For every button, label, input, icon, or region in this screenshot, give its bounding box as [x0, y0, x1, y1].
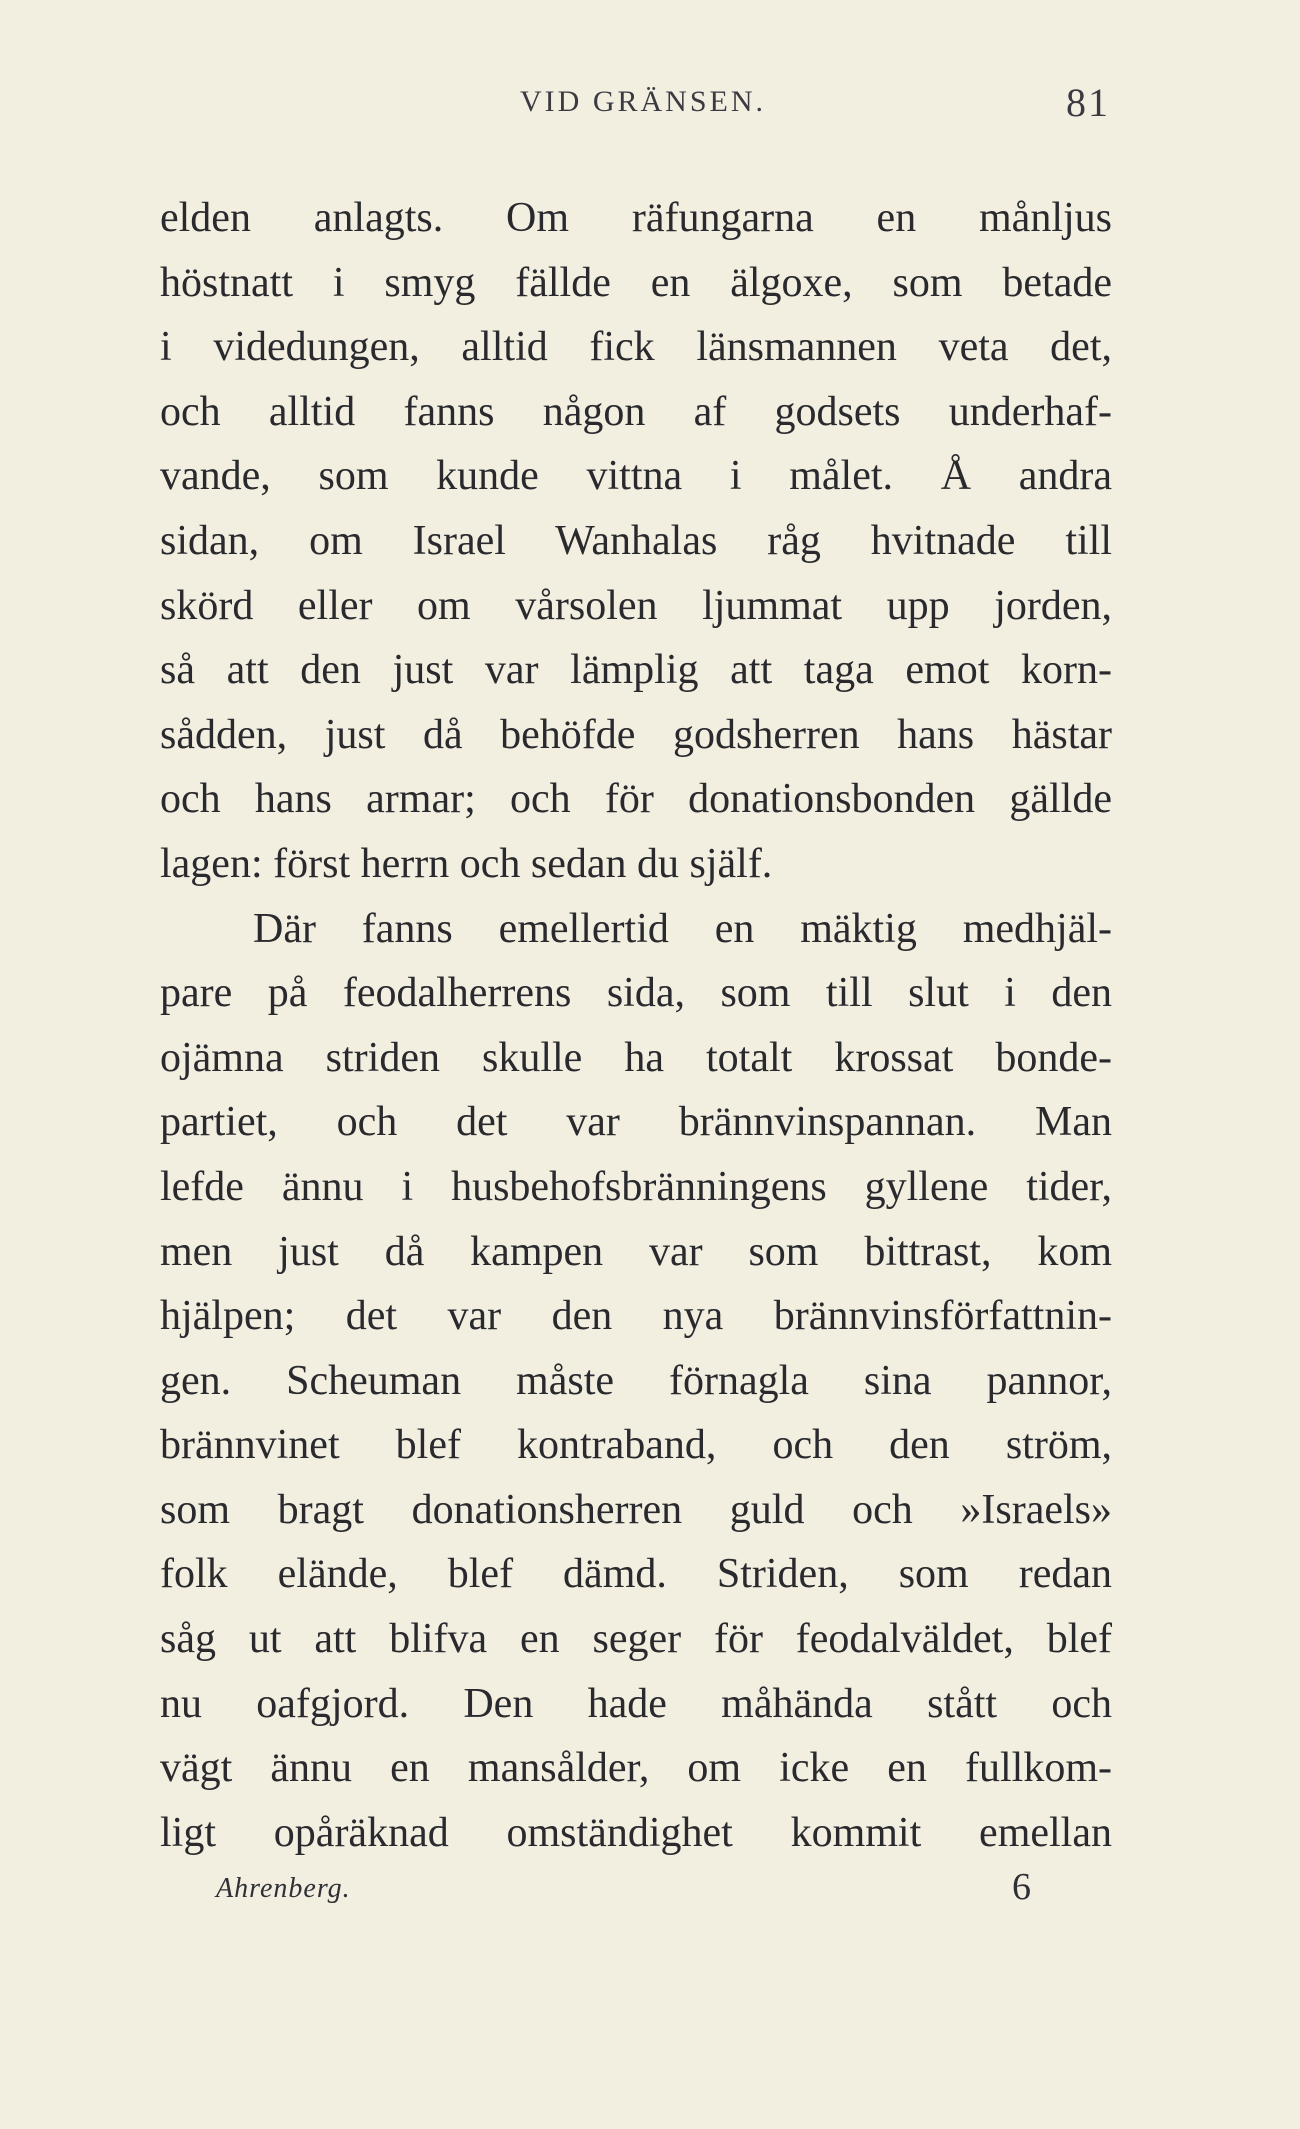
text-line: lefde ännu i husbehofsbränningens gyllene tider,	[160, 1163, 1112, 1210]
text-line: brännvinet blef kontraband, och den ström,	[160, 1422, 1112, 1469]
text-line: partiet, och det var brännvinspannan. Man	[160, 1099, 1112, 1146]
text-line: folk elände, blef dämd. Striden, som redan	[160, 1551, 1112, 1598]
text-line: sådden, just då behöfde godsherren hans hästar	[160, 711, 1112, 758]
text-line: ojämna striden skulle ha totalt krossat bonde-	[160, 1034, 1112, 1081]
text-line: pare på feodalherrens sida, som till slut i den	[160, 970, 1112, 1017]
text-line: vande, som kunde vittna i målet. Å andra	[160, 453, 1112, 500]
text-line: gen. Scheuman måste förnagla sina pannor,	[160, 1357, 1112, 1404]
running-head	[0, 80, 1300, 145]
text-line: ligt opåräknad omständighet kommit emellan	[160, 1809, 1112, 1856]
text-line: som bragt donationsherren guld och »Israels»	[160, 1486, 1112, 1533]
signature-mark: 6	[1012, 1866, 1031, 1908]
text-line: i videdungen, alltid fick länsmannen veta det,	[160, 324, 1112, 371]
text-line: och alltid fanns någon af godsets underhaf-	[160, 388, 1112, 435]
paragraph-start-line: Där fanns emellertid en mäktig medhjäl-	[253, 905, 1112, 952]
text-line: sidan, om Israel Wanhalas råg hvitnade till	[160, 517, 1112, 564]
running-title: VID GRÄNSEN.	[520, 85, 766, 118]
text-line: skörd eller om vårsolen ljummat upp jorden,	[160, 582, 1112, 629]
text-line: såg ut att blifva en seger för feodalväldet, blef	[160, 1616, 1112, 1663]
text-line: hjälpen; det var den nya brännvinsförfattnin-	[160, 1293, 1112, 1340]
text-line: elden anlagts. Om räfungarna en månljus	[160, 195, 1112, 241]
text-line: och hans armar; och för donationsbonden gällde	[160, 776, 1112, 823]
text-line: höstnatt i smyg fällde en älgoxe, som betade	[160, 259, 1112, 306]
body-text	[160, 186, 1112, 1865]
text-line: nu oafgjord. Den hade måhända stått och	[160, 1680, 1112, 1727]
printer-signature: Ahrenberg.	[216, 1873, 351, 1904]
page-footer	[0, 1865, 1300, 1925]
paragraph-end-line: lagen: först herrn och sedan du själf.	[160, 840, 773, 887]
text-line: vägt ännu en mansålder, om icke en fullkom-	[160, 1745, 1112, 1792]
text-line: men just då kampen var som bittrast, kom	[160, 1228, 1112, 1275]
page-number: 81	[1066, 80, 1110, 125]
text-line: så att den just var lämplig att taga emot korn-	[160, 647, 1112, 694]
